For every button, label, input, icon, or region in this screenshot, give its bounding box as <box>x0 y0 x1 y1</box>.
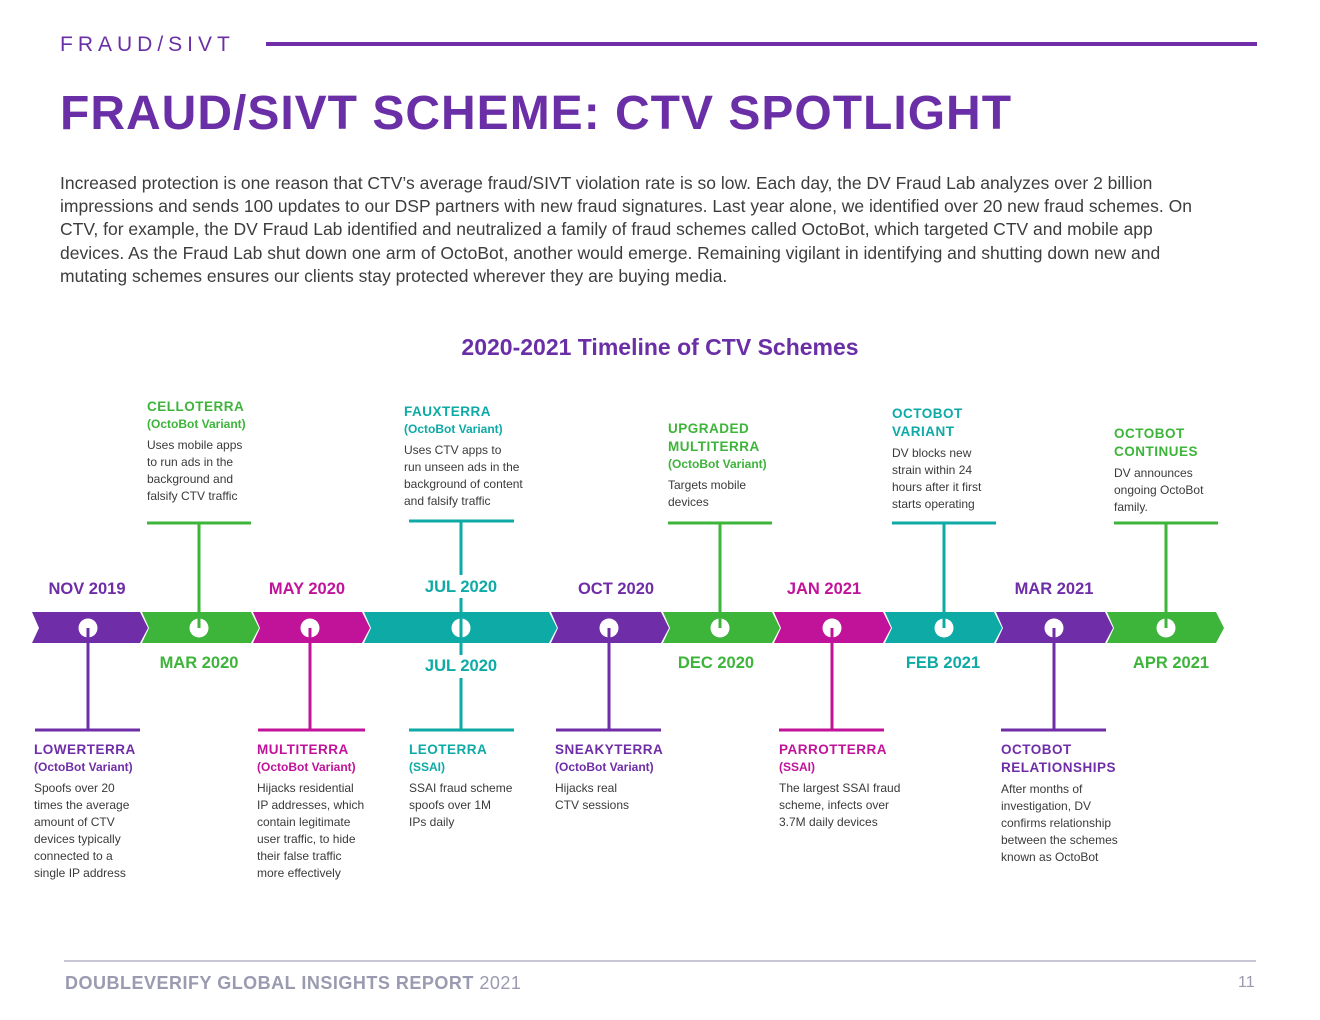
event-sub: (OctoBot Variant) <box>147 417 246 431</box>
timeline-title: 2020-2021 Timeline of CTV Schemes <box>461 334 859 360</box>
event-card-fauxterra <box>404 403 523 510</box>
event-name: UPGRADED MULTITERRA <box>668 421 760 454</box>
footer-report-title <box>65 973 521 994</box>
event-sub: (OctoBot Variant) <box>404 422 503 436</box>
event-card-multiterra <box>257 741 364 882</box>
date-jul-2020-top: JUL 2020 <box>424 578 498 596</box>
connector-fauxterra <box>409 521 514 628</box>
event-sub: (OctoBot Variant) <box>34 760 133 774</box>
event-sub: (OctoBot Variant) <box>555 760 654 774</box>
date-mar-2020: MAR 2020 <box>159 654 239 672</box>
event-card-octobot-variant <box>892 405 981 513</box>
event-card-sneakyterra <box>555 741 663 814</box>
event-card-leoterra <box>409 741 512 831</box>
footer-rule <box>64 960 1256 962</box>
event-card-upgraded-multiterra <box>668 420 767 511</box>
date-may-2020: MAY 2020 <box>268 580 346 598</box>
connector-sneakyterra <box>556 628 661 730</box>
event-name: MULTITERRA <box>257 742 349 757</box>
date-apr-2021: APR 2021 <box>1132 654 1210 672</box>
connector-lowerterra <box>35 628 140 730</box>
event-sub: (SSAI) <box>409 760 445 774</box>
event-desc: SSAI fraud scheme spoofs over 1M IPs daily <box>409 781 513 829</box>
event-name: OCTOBOT CONTINUES <box>1114 426 1199 459</box>
date-jan-2021: JAN 2021 <box>786 580 862 598</box>
event-sub: (OctoBot Variant) <box>668 457 767 471</box>
date-mar-2021: MAR 2021 <box>1014 580 1094 598</box>
connector-multiterra <box>258 628 365 730</box>
page-number: 11 <box>1238 974 1255 991</box>
date-oct-2020: OCT 2020 <box>577 580 655 598</box>
event-desc: The largest SSAI fraud scheme, infects over 3.7M daily devices <box>779 781 901 829</box>
connector-parrotterra <box>779 628 884 730</box>
date-feb-2021: FEB 2021 <box>905 654 981 672</box>
event-name: LEOTERRA <box>409 742 488 757</box>
event-sub: (OctoBot Variant) <box>257 760 356 774</box>
event-desc: DV blocks new strain within 24 hours after it first starts operating <box>892 446 982 511</box>
connector-octobot-relationships <box>1001 628 1106 730</box>
event-sub: (SSAI) <box>779 760 815 774</box>
event-name: PARROTTERRA <box>779 742 887 757</box>
date-nov-2019: NOV 2019 <box>48 580 126 598</box>
event-desc: Uses CTV apps to run unseen ads in the background of content and falsify traffic <box>404 443 523 508</box>
event-desc: Hijacks real CTV sessions <box>555 781 630 812</box>
event-card-parrotterra <box>779 741 900 831</box>
event-name: SNEAKYTERRA <box>555 742 664 757</box>
footer-report-year: 2021 <box>479 973 522 993</box>
event-card-octobot-continues <box>1114 425 1203 516</box>
event-desc: Hijacks residential IP addresses, which contain legitimate user traffic, to hide their false traffic more effectively <box>257 781 365 880</box>
event-name: CELLOTERRA <box>147 399 245 414</box>
footer-report-name: DOUBLEVERIFY GLOBAL INSIGHTS REPORT <box>65 973 474 993</box>
event-desc: Targets mobile devices <box>668 478 747 509</box>
event-name: OCTOBOT RELATIONSHIPS <box>1001 742 1117 775</box>
event-card-celloterra <box>147 398 246 505</box>
intro-paragraph: Increased protection is one reason that CTV’s average fraud/SIVT violation rate is so low. Each day, the DV Fraud Lab analyzes over 2 billion impressions and sends 100 updates to our DSP partners with new fraud signatures. Last year alone, we identified over 20 new fraud schemes. On CTV, for example, the DV Fraud Lab identified and neutralized a family of fraud schemes called OctoBot, which targeted CTV and mobile app devices. As the Fraud Lab shut down one arm of OctoBot, another would emerge. Remaining vigilant in identifying and shutting down new and mutating schemes ensures our clients stay protected wherever they are buying media. <box>60 173 1192 286</box>
event-desc: After months of investigation, DV confirms relationship between the schemes known as OctoBot <box>1001 782 1118 864</box>
event-name: OCTOBOT VARIANT <box>892 406 963 439</box>
page-title: FRAUD/SIVT SCHEME: CTV SPOTLIGHT <box>60 87 1013 140</box>
event-card-octobot-relationships <box>1001 741 1118 866</box>
event-name: FAUXTERRA <box>404 404 492 419</box>
date-jul-2020-bottom: JUL 2020 <box>424 657 498 675</box>
event-desc: DV announces ongoing OctoBot family. <box>1114 466 1204 514</box>
event-card-lowerterra <box>34 741 136 882</box>
date-dec-2020: DEC 2020 <box>677 654 755 672</box>
event-name: LOWERTERRA <box>34 742 136 757</box>
section-label: FRAUD/SIVT <box>60 33 235 56</box>
connector-leoterra <box>409 628 514 730</box>
event-desc: Uses mobile apps to run ads in the background and falsify CTV traffic <box>147 438 243 503</box>
event-desc: Spoofs over 20 times the average amount of CTV devices typically connected to a single IP address <box>34 781 130 880</box>
